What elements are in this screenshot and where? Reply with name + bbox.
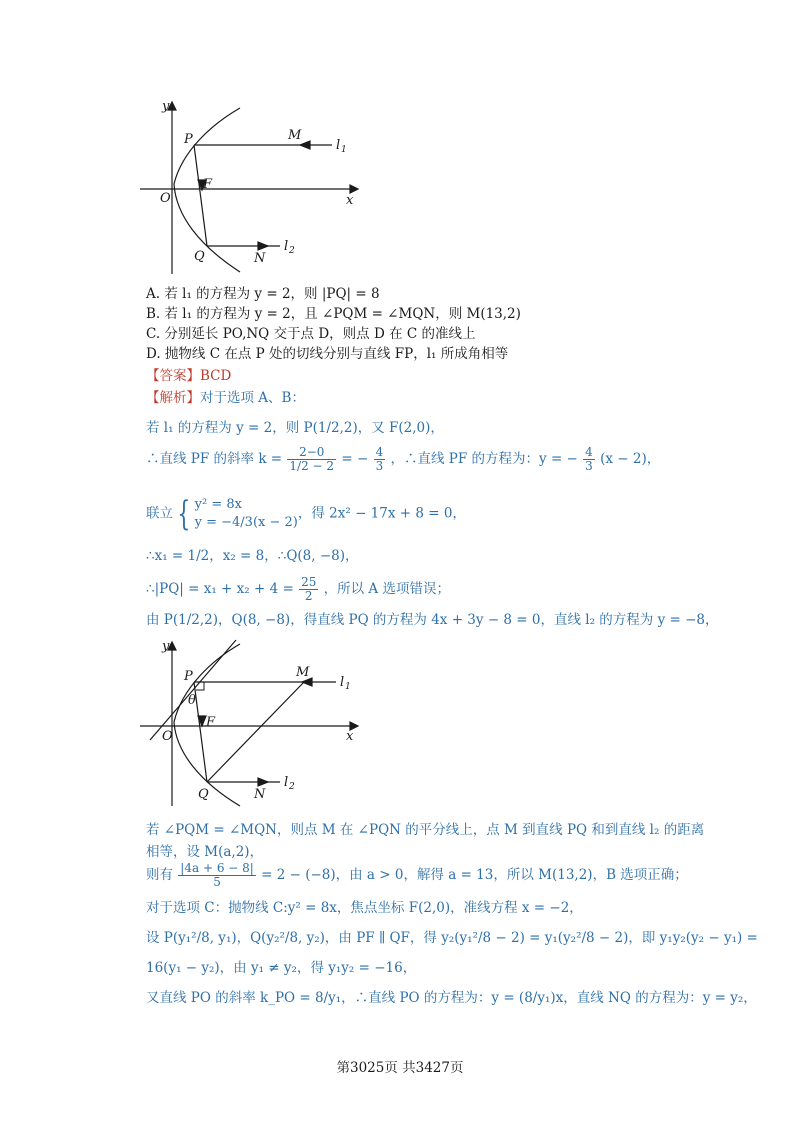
l3-text-b: = − xyxy=(341,451,369,467)
analysis-line-14: 又直线 PO 的斜率 k_PO = 8/y₁，∴直线 PO 的方程为：y = (8/y₁)x，直线 NQ 的方程为：y = y₂， xyxy=(146,990,757,1006)
label-f: F xyxy=(203,177,213,192)
option-a: A. 若 l₁ 的方程为 y = 2，则 |PQ| = 8 xyxy=(146,286,380,302)
label-l1-sub: 1 xyxy=(341,145,347,155)
l2-arrow-icon xyxy=(258,242,268,250)
label-x-2: x xyxy=(346,729,354,744)
l3-text-a: ∴直线 PF 的斜率 k = xyxy=(146,451,283,467)
l10-frac-den: 5 xyxy=(213,875,221,889)
label-n-2: N xyxy=(254,787,266,802)
segment-pq-2 xyxy=(194,682,207,782)
answer-line xyxy=(146,366,231,386)
l3-frac-3-num: 4 xyxy=(585,445,593,459)
l3-frac-3 xyxy=(583,446,595,473)
label-l1: l xyxy=(336,138,341,153)
label-l1-2-sub: 1 xyxy=(345,682,351,692)
analysis-line-6 xyxy=(146,576,450,603)
label-theta: θ xyxy=(188,693,196,708)
analysis-line-11: 对于选项 C：抛物线 C:y² = 8x，焦点坐标 F(2,0)，准线方程 x = −2， xyxy=(146,900,583,916)
page-footer: 第3025页 共3427页 xyxy=(336,1060,464,1076)
system-eq-1: y² = 8x xyxy=(194,497,242,512)
brace-icon: { xyxy=(177,494,191,534)
label-n: N xyxy=(254,251,266,266)
tangent-line xyxy=(150,640,236,740)
segment-pq xyxy=(194,145,207,246)
label-l1-2: l xyxy=(340,675,345,690)
l3-text-d: (x − 2)， xyxy=(600,451,661,467)
l6-frac-num: 25 xyxy=(301,575,317,589)
analysis-line-5: ∴x₁ = 1/2，x₂ = 8，∴Q(8, −8)， xyxy=(146,548,359,564)
label-y-2: y xyxy=(162,639,170,654)
label-l2-sub: 2 xyxy=(289,246,295,256)
option-d: D. 抛物线 C 在点 P 处的切线分别与直线 FP，l₁ 所成角相等 xyxy=(146,346,509,362)
equation-system xyxy=(195,496,298,532)
analysis-text-1: 对于选项 A、B： xyxy=(200,390,305,406)
l4-text-a: 联立 xyxy=(146,505,173,522)
label-m: M xyxy=(288,128,302,143)
l10-text-b: = 2 − (−8)，由 a > 0，解得 a = 13，所以 M(13,2)，B 选项正确； xyxy=(261,867,688,883)
l4-text-b: ，得 2x² − 17x + 8 = 0， xyxy=(297,505,466,522)
analysis-line-12: 设 P(y₁²/8, y₁)，Q(y₂²/8, y₂)，由 PF ∥ QF，得 y₂(y₁²/8 − 2) = y₁(y₂²/8 − 2)，即 y₁y₂(y₂ − y₁) = xyxy=(146,930,758,946)
l1-arrow-icon xyxy=(300,141,310,149)
l2-2-arrow-icon xyxy=(258,778,268,786)
x-axis-arrow-icon xyxy=(350,185,358,193)
answer-value: BCD xyxy=(200,368,232,384)
analysis-line-7: 由 P(1/2,2)，Q(8, −8)，得直线 PQ 的方程为 4x + 3y − 8 = 0，直线 l₂ 的方程为 y = −8， xyxy=(146,612,719,628)
label-p: P xyxy=(184,132,193,147)
l10-frac xyxy=(178,862,256,889)
l3-frac-2-num: 4 xyxy=(375,445,384,459)
analysis-line-3 xyxy=(146,446,660,473)
l6-text-b: ，所以 A 选项错误； xyxy=(323,581,450,597)
analysis-line-13: 16(y₁ − y₂)，由 y₁ ≠ y₂，得 y₁y₂ = −16， xyxy=(146,960,417,976)
segment-qm xyxy=(207,682,304,782)
l3-frac-3-den: 3 xyxy=(585,459,593,473)
system-eq-2: y = −4/3(x − 2) xyxy=(194,515,298,530)
l6-frac xyxy=(299,576,318,603)
analysis-line-4 xyxy=(146,496,466,532)
figure-parabola-2 xyxy=(140,636,370,808)
l6-text-a: ∴|PQ| = x₁ + x₂ + 4 = xyxy=(146,581,294,597)
analysis-line-8: 若 ∠PQM = ∠MQN，则点 M 在 ∠PQN 的平分线上，点 M 到直线 PQ 和到直线 l₂ 的距离 xyxy=(146,822,705,838)
option-c: C. 分别延长 PO,NQ 交于点 D，则点 D 在 C 的准线上 xyxy=(146,326,476,342)
l3-frac-1 xyxy=(287,446,336,473)
figure-parabola-1 xyxy=(140,96,370,276)
l6-frac-den: 2 xyxy=(304,589,313,603)
label-y: y xyxy=(162,99,170,114)
label-x: x xyxy=(346,193,354,208)
label-l2-2: l xyxy=(284,775,289,790)
analysis-line-2: 若 l₁ 的方程为 y = 2，则 P(1/2,2)，又 F(2,0)， xyxy=(146,420,444,436)
label-o: O xyxy=(160,191,171,206)
l3-frac-1-num: 2−0 xyxy=(287,446,336,460)
analysis-line-9: 相等，设 M(a,2)， xyxy=(146,844,264,860)
analysis-line-10 xyxy=(146,862,688,889)
analysis-tag: 【解析】 xyxy=(146,390,200,406)
analysis-line-1 xyxy=(146,388,305,408)
l10-frac-num: |4a + 6 − 8| xyxy=(180,861,254,875)
label-p-2: P xyxy=(184,669,193,684)
option-b: B. 若 l₁ 的方程为 y = 2，且 ∠PQM = ∠MQN，则 M(13,2) xyxy=(146,306,521,322)
label-o-2: O xyxy=(162,729,173,744)
answer-tag: 【答案】 xyxy=(146,368,200,384)
l10-text-a: 则有 xyxy=(146,867,173,883)
label-q-2: Q xyxy=(198,787,209,802)
l3-frac-1-den: 1/2 − 2 xyxy=(289,459,335,473)
label-m-2: M xyxy=(296,665,310,680)
label-q: Q xyxy=(194,249,205,264)
l3-text-c: ，∴直线 PF 的方程为：y = − xyxy=(390,451,578,467)
l3-frac-2 xyxy=(374,446,386,473)
label-l2: l xyxy=(284,239,289,254)
label-f-2: F xyxy=(206,715,216,730)
l3-frac-2-den: 3 xyxy=(375,459,384,473)
label-l2-2-sub: 2 xyxy=(289,782,295,792)
